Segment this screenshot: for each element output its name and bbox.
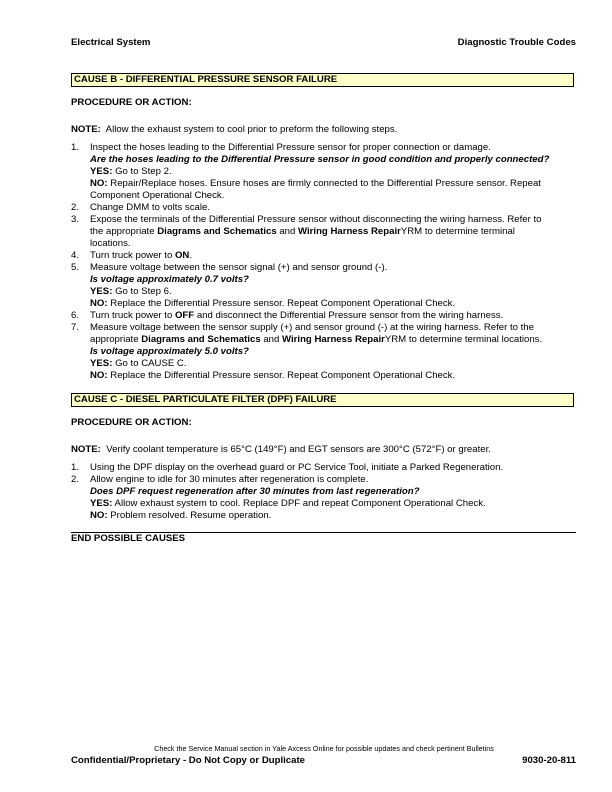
text-run: appropriate — [90, 334, 139, 345]
wiring-reference: Wiring Harness Repair — [282, 334, 385, 345]
text-run: and — [263, 334, 280, 345]
text-run: and disconnect the Differential Pressure sensor from the wiring harness. — [196, 310, 504, 321]
step-no — [90, 370, 576, 382]
yes-text: Go to Step 6. — [115, 286, 172, 297]
footer-confidential: Confidential/Proprietary - Do Not Copy or Duplicate — [71, 755, 305, 766]
power-state: ON — [174, 250, 190, 261]
text-run: Turn truck power to — [90, 250, 173, 261]
header-section-title: Electrical System — [71, 37, 151, 48]
text-run: Turn truck power to — [90, 310, 173, 321]
step-number: 1. — [71, 462, 80, 473]
step-text — [90, 310, 576, 322]
step-4 — [71, 250, 576, 262]
step-number: 7. — [71, 322, 80, 333]
note-text: Allow the exhaust system to cool prior to preform the following steps. — [105, 124, 398, 135]
no-text: Repair/Replace hoses. Ensure hoses are firmly connected to the Differential Pressure sensor. Repeat — [110, 178, 541, 189]
cause-b-procedure-heading: PROCEDURE OR ACTION: — [71, 97, 192, 108]
step-6 — [71, 310, 576, 322]
text-run: . — [189, 250, 193, 261]
note-label: NOTE: — [71, 444, 101, 455]
step-1 — [71, 142, 576, 202]
step-text: Measure voltage between the sensor signal (+) and sensor ground (-). — [90, 262, 388, 273]
step-text-line-3: locations. — [90, 238, 131, 249]
step-no — [90, 178, 576, 190]
yes-text: Go to Step 2. — [115, 166, 172, 177]
no-label: NO: — [90, 370, 108, 381]
yes-label: YES: — [90, 498, 113, 509]
text-run: and — [279, 226, 296, 237]
header-chapter-title: Diagnostic Trouble Codes — [457, 37, 576, 48]
step-yes — [90, 286, 576, 298]
cause-c-steps — [71, 462, 576, 522]
yes-text: Go to CAUSE C. — [115, 358, 187, 369]
step-1 — [71, 462, 576, 474]
note-text: Verify coolant temperature is 65°C (149°F) and EGT sensors are 300°C (572°F) or greater. — [106, 444, 491, 455]
step-3 — [71, 214, 576, 250]
step-question: Is voltage approximately 0.7 volts? — [90, 274, 249, 285]
text-run: YRM to determine terminal locations. — [384, 334, 543, 345]
step-question: Does DPF request regeneration after 30 minutes from last regeneration? — [90, 486, 420, 497]
step-number: 2. — [71, 474, 80, 485]
cause-c-procedure-heading: PROCEDURE OR ACTION: — [71, 417, 192, 428]
step-text: Allow engine to idle for 30 minutes after regeneration is complete. — [90, 474, 369, 485]
step-text-line-2 — [90, 334, 576, 346]
step-5 — [71, 262, 576, 310]
step-text-line-2 — [90, 226, 576, 238]
power-state: OFF — [174, 310, 195, 321]
step-yes — [90, 358, 576, 370]
cause-b-note — [71, 124, 397, 136]
step-2 — [71, 202, 576, 214]
diagrams-reference: Diagrams and Schematics — [141, 334, 261, 345]
cause-b-steps — [71, 142, 576, 382]
yes-label: YES: — [90, 358, 113, 369]
step-no-continued: Component Operational Check. — [90, 190, 225, 201]
step-text: Expose the terminals of the Differential Pressure sensor without disconnecting the wiring harness. Refer to — [90, 214, 542, 225]
step-yes — [90, 498, 576, 510]
step-question: Are the hoses leading to the Differential Pressure sensor in good condition and properly connected? — [90, 154, 550, 165]
note-label: NOTE: — [71, 124, 101, 135]
step-no — [90, 510, 576, 522]
step-number: 6. — [71, 310, 80, 321]
step-number: 1. — [71, 142, 80, 153]
step-text — [90, 250, 576, 262]
yes-label: YES: — [90, 286, 113, 297]
page-number: 9030-20-811 — [522, 755, 576, 766]
step-text: Measure voltage between the sensor supply (+) and sensor ground (-) at the wiring harness. Refer to the — [90, 322, 534, 333]
wiring-reference: Wiring Harness Repair — [298, 226, 401, 237]
step-no — [90, 298, 576, 310]
cause-c-note — [71, 444, 491, 456]
step-text: Using the DPF display on the overhead guard or PC Service Tool, initiate a Parked Regeneration. — [90, 462, 504, 473]
text-run: YRM to determine terminal — [400, 226, 515, 237]
step-number: 2. — [71, 202, 80, 213]
cause-b-title: CAUSE B - DIFFERENTIAL PRESSURE SENSOR FAILURE — [71, 73, 574, 87]
step-7 — [71, 322, 576, 382]
yes-label: YES: — [90, 166, 113, 177]
yes-text: Allow exhaust system to cool. Replace DPF and repeat Component Operational Check. — [114, 498, 486, 509]
step-text: Change DMM to volts scale. — [90, 202, 210, 213]
no-text: Problem resolved. Resume operation. — [110, 510, 272, 521]
diagrams-reference: Diagrams and Schematics — [157, 226, 277, 237]
step-yes — [90, 166, 576, 178]
step-number: 5. — [71, 262, 80, 273]
no-text: Replace the Differential Pressure sensor. Repeat Component Operational Check. — [110, 298, 456, 309]
step-question: Is voltage approximately 5.0 volts? — [90, 346, 249, 357]
no-label: NO: — [90, 298, 108, 309]
no-text: Replace the Differential Pressure sensor. Repeat Component Operational Check. — [110, 370, 456, 381]
step-text: Inspect the hoses leading to the Differential Pressure sensor for proper connection or damage. — [90, 142, 491, 153]
end-possible-causes: END POSSIBLE CAUSES — [71, 533, 186, 544]
no-label: NO: — [90, 510, 108, 521]
step-number: 4. — [71, 250, 80, 261]
no-label: NO: — [90, 178, 108, 189]
cause-c-title: CAUSE C - DIESEL PARTICULATE FILTER (DPF) FAILURE — [71, 393, 574, 407]
step-2 — [71, 474, 576, 522]
step-number: 3. — [71, 214, 80, 225]
text-run: the appropriate — [90, 226, 155, 237]
footer-notice: Check the Service Manual section in Yale Axcess Online for possible updates and check pertinent Bulletins — [154, 744, 494, 753]
